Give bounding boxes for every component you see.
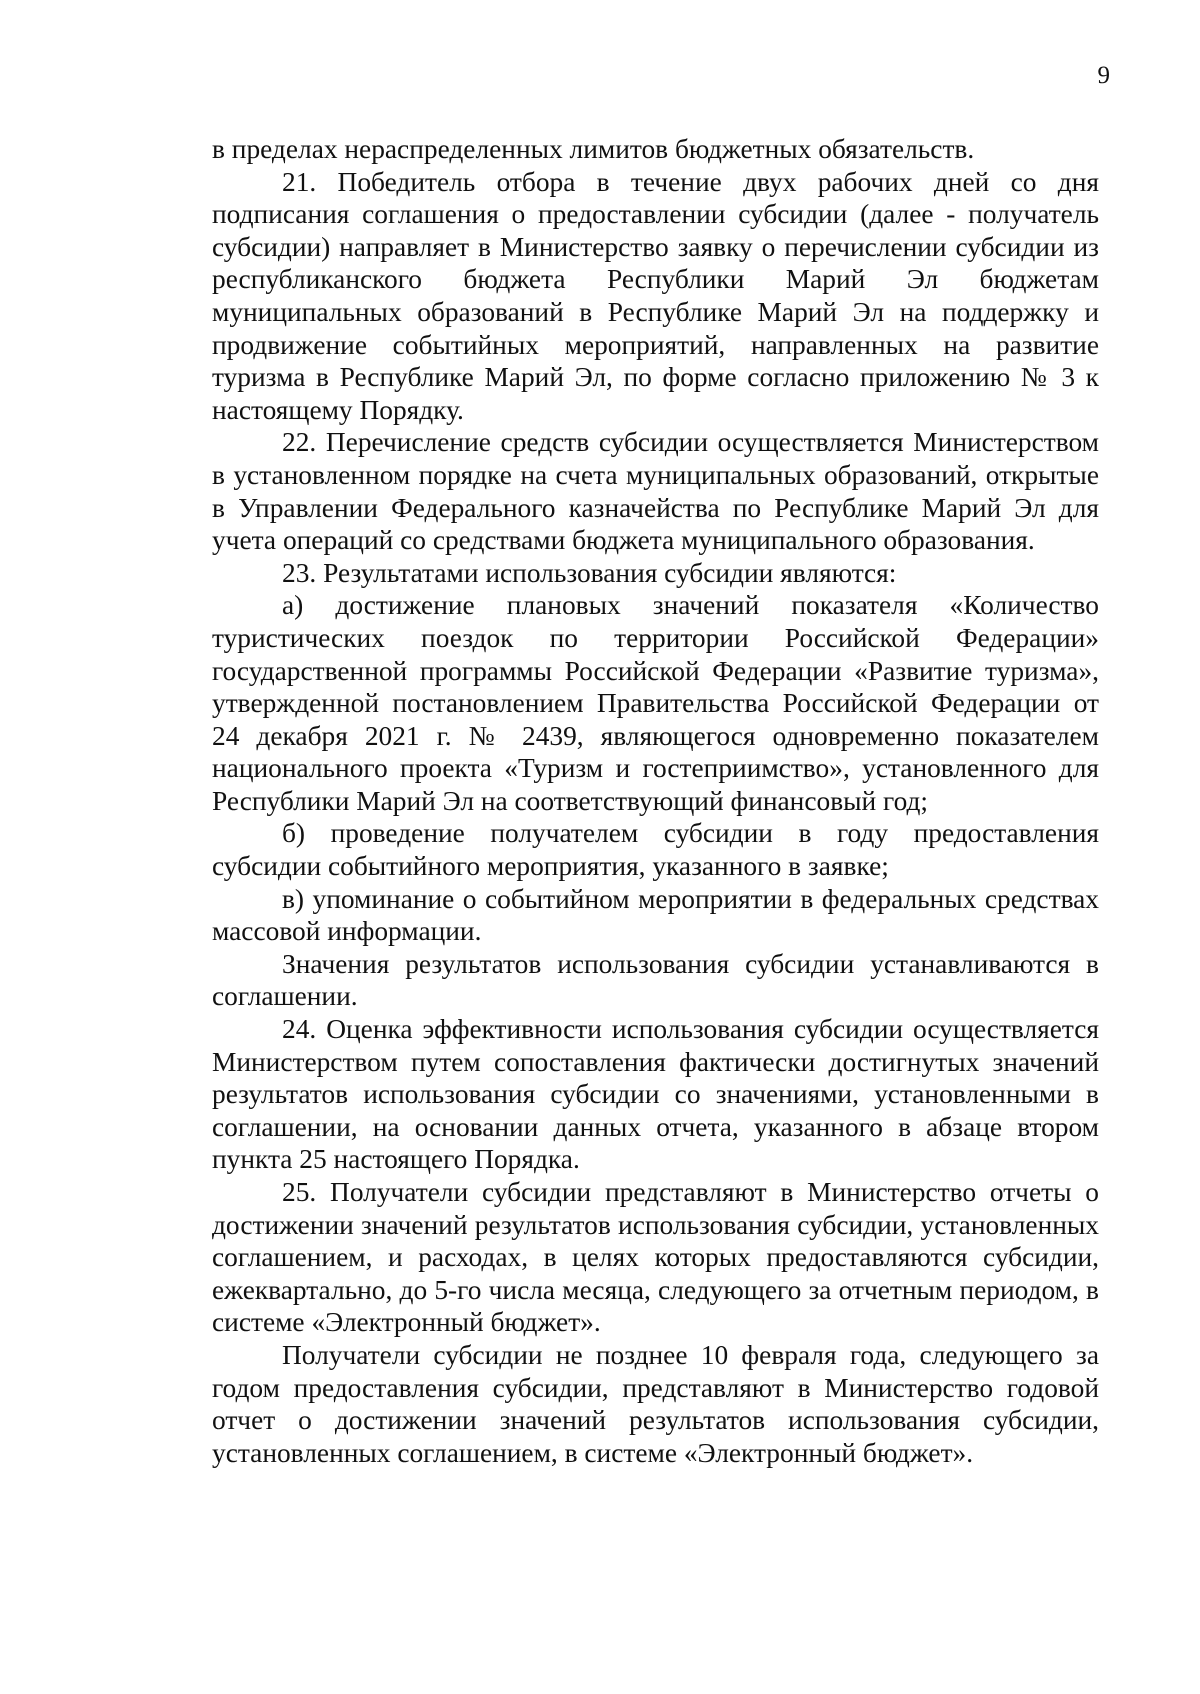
page-number: 9 xyxy=(1097,62,1110,89)
paragraph-subitem-a: а) достижение плановых значений показателя «Количество туристических поездок по территории Российской Федерации» государственной программы Российской Федерации «Развитие туризма», утвержденной постановлением Правительства Российской Федерации от 24 декабря 2021 г. № 2439, являющегося одновременно показателем национального проекта «Туризм и гостеприимство», установленного для Республики Марий Эл на соответствующий финансовый год; xyxy=(212,590,1099,816)
paragraph-annual-report: Получатели субсидии не позднее 10 февраля года, следующего за годом предоставления субсидии, представляют в Министерство годовой отчет о достижении значений результатов использования субсидии, установленных соглашением, в системе «Электронный бюджет». xyxy=(212,1339,1099,1468)
paragraph-item-25: 25. Получатели субсидии представляют в Министерство отчеты о достижении значений результатов использования субсидии, установленных соглашением, и расходах, в целях которых предоставляются субсидии, ежеквартально, до 5-го числа месяца, следующего за отчетным периодом, в системе «Электронный бюджет». xyxy=(212,1177,1099,1338)
document-body xyxy=(212,133,1099,1469)
paragraph-item-24: 24. Оценка эффективности использования субсидии осуществляется Министерством путем сопоставления фактически достигнутых значений результатов использования субсидии со значениями, установленными в соглашении, на основании данных отчета, указанного в абзаце втором пункта 25 настоящего Порядка. xyxy=(212,1014,1099,1175)
paragraph-item-22: 22. Перечисление средств субсидии осуществляется Министерством в установленном порядке на счета муниципальных образований, открытые в Управлении Федерального казначейства по Республике Марий Эл для учета операций со средствами бюджета муниципального образования. xyxy=(212,427,1099,556)
paragraph-result-values: Значения результатов использования субсидии устанавливаются в соглашении. xyxy=(212,948,1099,1012)
paragraph-item-23: 23. Результатами использования субсидии являются: xyxy=(282,557,897,588)
paragraph-subitem-v: в) упоминание о событийном мероприятии в федеральных средствах массовой информации. xyxy=(212,883,1099,947)
paragraph-subitem-b: б) проведение получателем субсидии в году предоставления субсидии событийного мероприятия, указанного в заявке; xyxy=(212,818,1099,882)
paragraph-item-21: 21. Победитель отбора в течение двух рабочих дней со дня подписания соглашения о предоставлении субсидии (далее - получатель субсидии) направляет в Министерство заявку о перечислении субсидии из республиканского бюджета Республики Марий Эл бюджетам муниципальных образований в Республике Марий Эл на поддержку и продвижение событийных мероприятий, направленных на развитие туризма в Республике Марий Эл, по форме согласно приложению № 3 к настоящему Порядку. xyxy=(212,166,1099,425)
paragraph-continuation: в пределах нераспределенных лимитов бюджетных обязательств. xyxy=(212,134,975,164)
